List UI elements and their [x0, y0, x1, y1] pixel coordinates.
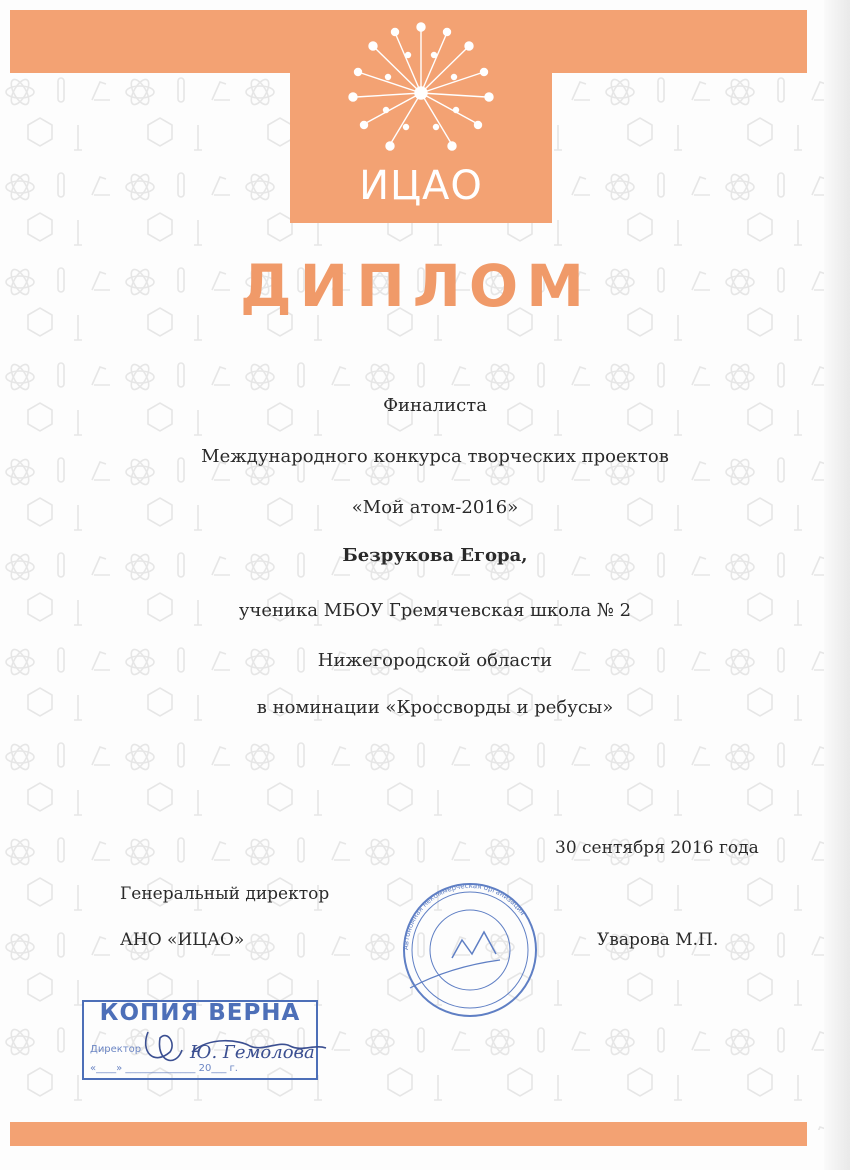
- recipient-name: Безрукова Егора,: [342, 545, 528, 566]
- bottom-orange-band: [10, 1122, 807, 1146]
- organization-seal-icon: [400, 880, 540, 1020]
- signature-text: Ю. Гемолова: [190, 1042, 315, 1063]
- copy-stamp-title: КОПИЯ ВЕРНА: [99, 1000, 301, 1026]
- diploma-title: ДИПЛОМ: [240, 252, 592, 320]
- handwritten-signature: [130, 1022, 340, 1072]
- copy-stamp-director-label: Директор: [90, 1044, 142, 1055]
- signer-title: Генеральный директор: [120, 884, 330, 904]
- copy-stamp-date-line: «____» ______________ 20___ г.: [90, 1063, 238, 1074]
- recipient-school: ученика МБОУ Гремячевская школа № 2: [238, 600, 632, 621]
- recipient-region: Нижегородской области: [317, 650, 553, 671]
- signer-organization: АНО «ИЦАО»: [120, 930, 245, 950]
- paper-edge-shadow: [824, 0, 850, 1170]
- logo-text: ИЦАО: [359, 163, 483, 209]
- award-type: Финалиста: [383, 395, 487, 416]
- seal-text: Автономная некоммерческая организация: [401, 881, 527, 951]
- issue-date: 30 сентября 2016 года: [555, 838, 759, 858]
- dandelion-logo-icon: [336, 15, 506, 165]
- contest-name: Международного конкурса творческих проектов: [201, 446, 669, 467]
- contest-title: «Мой атом-2016»: [351, 497, 519, 518]
- nomination: в номинации «Кроссворды и ребусы»: [256, 697, 614, 718]
- signer-name: Уварова М.П.: [597, 930, 719, 950]
